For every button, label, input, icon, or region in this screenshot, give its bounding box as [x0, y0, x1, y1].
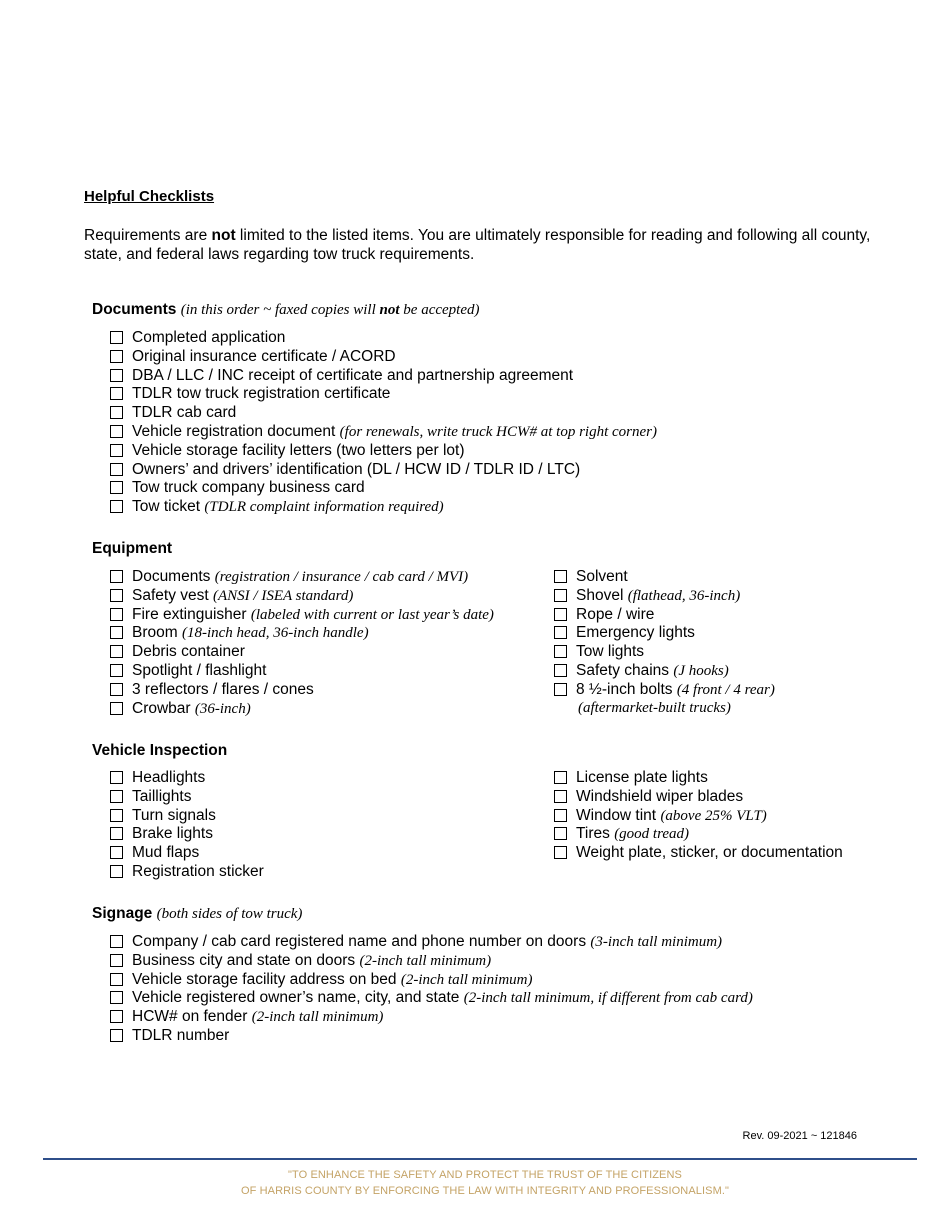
checklist-item-label: Tow lights	[576, 643, 645, 661]
checklist-item-label: Safety vest	[132, 586, 209, 604]
checklist-item-label: Broom	[132, 624, 178, 642]
checkbox[interactable]	[110, 369, 123, 382]
checklist-item-label: Registration sticker	[132, 862, 264, 880]
checklist-item[interactable]	[110, 700, 494, 719]
checklist-item[interactable]	[110, 788, 264, 807]
checkbox[interactable]	[110, 608, 123, 621]
checklist-item-label: Documents	[132, 568, 211, 585]
checklist-item-note: (3-inch tall minimum)	[590, 934, 723, 950]
checklist-item-label: Original insurance certificate / ACORD	[132, 347, 396, 365]
checklist-item-note: (18-inch head, 36-inch handle)	[181, 625, 369, 642]
checklist-item-label: TDLR tow truck registration certificate	[132, 385, 391, 403]
checklist-item[interactable]	[554, 568, 775, 587]
checklist-item[interactable]	[554, 624, 775, 643]
checklist-item[interactable]	[110, 825, 264, 844]
checklist-item[interactable]	[110, 971, 753, 990]
checkbox[interactable]	[110, 683, 123, 696]
checklist-item[interactable]	[554, 807, 843, 826]
equipment-section-title: Equipment	[92, 540, 173, 557]
checkbox[interactable]	[110, 846, 123, 859]
intro-emphasis: not	[211, 227, 236, 244]
checklist-item-label: TDLR cab card	[132, 404, 237, 422]
checklist-item-label: Windshield wiper blades	[576, 787, 744, 805]
checkbox[interactable]	[110, 973, 123, 986]
checklist-item-label: HCW# on fender	[132, 1008, 248, 1026]
checkbox[interactable]	[554, 664, 567, 677]
checkbox[interactable]	[554, 608, 567, 621]
checkbox[interactable]	[110, 425, 123, 438]
checklist-item[interactable]	[110, 952, 753, 971]
checkbox[interactable]	[554, 846, 567, 859]
checklist-item-label: Taillights	[132, 787, 192, 805]
checkbox[interactable]	[110, 790, 123, 803]
checklist-item-label: Solvent	[576, 568, 628, 585]
checklist-item[interactable]	[110, 568, 494, 587]
motto-line-1: "TO ENHANCE THE SAFETY AND PROTECT THE TRUST OF THE CITIZENS	[288, 1169, 682, 1181]
intro-paragraph	[84, 226, 884, 264]
checklist-item[interactable]	[110, 643, 494, 662]
checklist-item[interactable]	[110, 587, 494, 606]
checklist-item[interactable]	[554, 606, 775, 625]
signage-title-note: (both sides of tow truck)	[156, 906, 303, 922]
checklist-item-label: Weight plate, sticker, or documentation	[576, 844, 843, 862]
checkbox[interactable]	[554, 570, 567, 583]
equipment-right-checklist	[554, 568, 775, 700]
checklist-item[interactable]	[110, 348, 657, 367]
documents-title-note	[181, 302, 480, 318]
checkbox[interactable]	[110, 1010, 123, 1023]
revision-label: Rev. 09-2021 ~ 121846	[742, 1130, 857, 1142]
checkbox[interactable]	[110, 991, 123, 1004]
checkbox[interactable]	[110, 589, 123, 602]
checkbox[interactable]	[554, 589, 567, 602]
checklist-item[interactable]	[110, 989, 753, 1008]
documents-title: Documents	[92, 301, 177, 318]
checklist-item[interactable]	[110, 624, 494, 643]
checklist-item[interactable]	[110, 404, 657, 423]
checklist-item-label: TDLR number	[132, 1026, 230, 1044]
checklist-item[interactable]	[110, 769, 264, 788]
checkbox[interactable]	[110, 406, 123, 419]
motto-line-2: OF HARRIS COUNTY BY ENFORCING THE LAW WITH INTEGRITY AND PROFESSIONALISM."	[240, 1185, 730, 1197]
checklist-item[interactable]	[110, 681, 494, 700]
checkbox[interactable]	[110, 935, 123, 948]
checklist-item-label: 3 reflectors / flares / cones	[132, 680, 314, 698]
documents-note-b: be accepted)	[399, 302, 480, 318]
checklist-item-note: (labeled with current or last year’s date)	[250, 606, 494, 623]
checklist-item[interactable]	[110, 1008, 753, 1027]
checklist-item[interactable]	[554, 844, 843, 863]
checklist-item[interactable]	[554, 643, 775, 662]
checklist-item-label: Debris container	[132, 643, 245, 661]
checklist-item[interactable]	[110, 461, 657, 480]
checklist-item[interactable]	[110, 807, 264, 826]
checkbox[interactable]	[554, 771, 567, 784]
bolts-note-continuation: (aftermarket-built trucks)	[578, 700, 731, 716]
checklist-item-note: (J hooks)	[673, 662, 729, 679]
signage-title: Signage	[92, 905, 153, 922]
checklist-item[interactable]	[110, 423, 657, 442]
checkbox[interactable]	[110, 500, 123, 513]
documents-section-title	[92, 301, 479, 319]
checklist-item-note: (2-inch tall minimum)	[359, 952, 492, 969]
checkbox[interactable]	[110, 350, 123, 363]
checklist-item[interactable]	[554, 681, 775, 700]
checklist-item-label: Spotlight / flashlight	[132, 661, 267, 679]
checklist-item-label: Headlights	[132, 769, 206, 786]
checklist-item-label: Turn signals	[132, 806, 216, 824]
checkbox[interactable]	[110, 702, 123, 715]
checklist-item-label: Business city and state on doors	[132, 951, 356, 969]
checklist-item-note: (registration / insurance / cab card / MVI)	[214, 569, 469, 585]
checklist-item-note: (good tread)	[614, 826, 690, 843]
checklist-item[interactable]	[554, 825, 843, 844]
checkbox[interactable]	[110, 331, 123, 344]
checkbox[interactable]	[110, 387, 123, 400]
checkbox[interactable]	[554, 809, 567, 822]
checklist-item-label: Tow truck company business card	[132, 479, 365, 497]
checklist-item-label: Mud flaps	[132, 844, 200, 862]
intro-text-1: Requirements are	[84, 227, 212, 244]
checklist-item[interactable]	[110, 442, 657, 461]
checkbox[interactable]	[110, 1029, 123, 1042]
checklist-item-note: (ANSI / ISEA standard)	[213, 587, 354, 604]
checkbox[interactable]	[110, 463, 123, 476]
checklist-item-label: Vehicle storage facility letters (two letters per lot)	[132, 441, 465, 459]
checkbox[interactable]	[110, 444, 123, 457]
intro-text-2: limited to the listed items. You are ultimately responsible for reading and following all county, state, and federal laws regarding tow truck requirements.	[84, 227, 871, 263]
checklist-item-note: (36-inch)	[194, 700, 251, 717]
checklist-item-label: Vehicle registered owner’s name, city, and state	[132, 989, 460, 1007]
checklist-item[interactable]	[110, 367, 657, 386]
checklist-item[interactable]	[110, 385, 657, 404]
checklist-item[interactable]	[554, 788, 843, 807]
checklist-item-note: (2-inch tall minimum)	[400, 971, 533, 988]
checkbox[interactable]	[554, 790, 567, 803]
checklist-item[interactable]	[554, 662, 775, 681]
checklist-item-label: Rope / wire	[576, 605, 655, 623]
inspection-section-title: Vehicle Inspection	[92, 742, 228, 759]
checklist-item[interactable]	[110, 844, 264, 863]
checklist-item[interactable]	[110, 1027, 753, 1046]
checklist-item-label: Owners’ and drivers’ identification (DL / HCW ID / TDLR ID / LTC)	[132, 460, 581, 478]
checkbox[interactable]	[554, 683, 567, 696]
checklist-item[interactable]	[554, 587, 775, 606]
checklist-item-note: (TDLR complaint information required)	[204, 499, 444, 516]
checklist-item-note: (4 front / 4 rear)	[676, 681, 775, 698]
documents-note-a: (in this order ~ faxed copies will	[180, 302, 380, 318]
checklist-item-label: Safety chains	[576, 661, 670, 679]
documents-checklist	[110, 329, 657, 517]
checklist-item-note: (flathead, 36-inch)	[627, 587, 741, 604]
footer-divider	[43, 1158, 917, 1160]
checklist-item-label: Vehicle storage facility address on bed	[132, 970, 397, 988]
checkbox[interactable]	[110, 664, 123, 677]
checkbox[interactable]	[110, 865, 123, 878]
checklist-item[interactable]	[110, 933, 753, 952]
checklist-item-label: 8 ½-inch bolts	[576, 680, 673, 698]
checkbox[interactable]	[554, 626, 567, 639]
inspection-left-checklist	[110, 769, 264, 882]
equipment-left-checklist	[110, 568, 494, 718]
checklist-item[interactable]	[554, 769, 843, 788]
checklist-item-label: Company / cab card registered name and phone number on doors	[132, 933, 587, 950]
checklist-item-label: DBA / LLC / INC receipt of certificate and partnership agreement	[132, 366, 574, 384]
checklist-item-note: (2-inch tall minimum, if different from cab card)	[463, 990, 753, 1007]
checklist-item[interactable]	[110, 606, 494, 625]
checklist-item-label: Crowbar	[132, 699, 191, 717]
checklist-item-label: Fire extinguisher	[132, 605, 247, 623]
checkbox[interactable]	[110, 771, 123, 784]
documents-note-bold: not	[379, 302, 400, 318]
page-heading: Helpful Checklists	[84, 188, 215, 205]
checklist-item-note: (for renewals, write truck HCW# at top right corner)	[339, 423, 657, 440]
checkbox[interactable]	[110, 570, 123, 583]
checklist-item-note: (above 25% VLT)	[660, 807, 767, 824]
checkbox[interactable]	[554, 827, 567, 840]
checklist-item-label: Shovel	[576, 586, 624, 604]
checklist-item-label: Emergency lights	[576, 624, 695, 642]
checklist-item[interactable]	[110, 479, 657, 498]
inspection-right-checklist	[554, 769, 843, 863]
checklist-item-label: Tires	[576, 825, 610, 843]
checkbox[interactable]	[554, 645, 567, 658]
signage-checklist	[110, 933, 753, 1046]
checklist-item[interactable]	[110, 863, 264, 882]
checklist-item[interactable]	[110, 498, 657, 517]
checklist-item-label: Window tint	[576, 806, 657, 824]
checklist-item[interactable]	[110, 329, 657, 348]
checklist-item-label: Tow ticket	[132, 498, 201, 516]
checkbox[interactable]	[110, 827, 123, 840]
checklist-item-note: (2-inch tall minimum)	[251, 1009, 384, 1026]
checklist-item-label: Brake lights	[132, 825, 213, 843]
checkbox[interactable]	[110, 645, 123, 658]
checklist-item[interactable]	[110, 662, 494, 681]
checklist-item-label: License plate lights	[576, 769, 708, 786]
signage-section-title	[92, 905, 302, 923]
checkbox[interactable]	[110, 809, 123, 822]
checklist-item-label: Vehicle registration document	[132, 422, 336, 440]
checkbox[interactable]	[110, 626, 123, 639]
checkbox[interactable]	[110, 954, 123, 967]
checklist-item-label: Completed application	[132, 329, 286, 346]
checkbox[interactable]	[110, 481, 123, 494]
